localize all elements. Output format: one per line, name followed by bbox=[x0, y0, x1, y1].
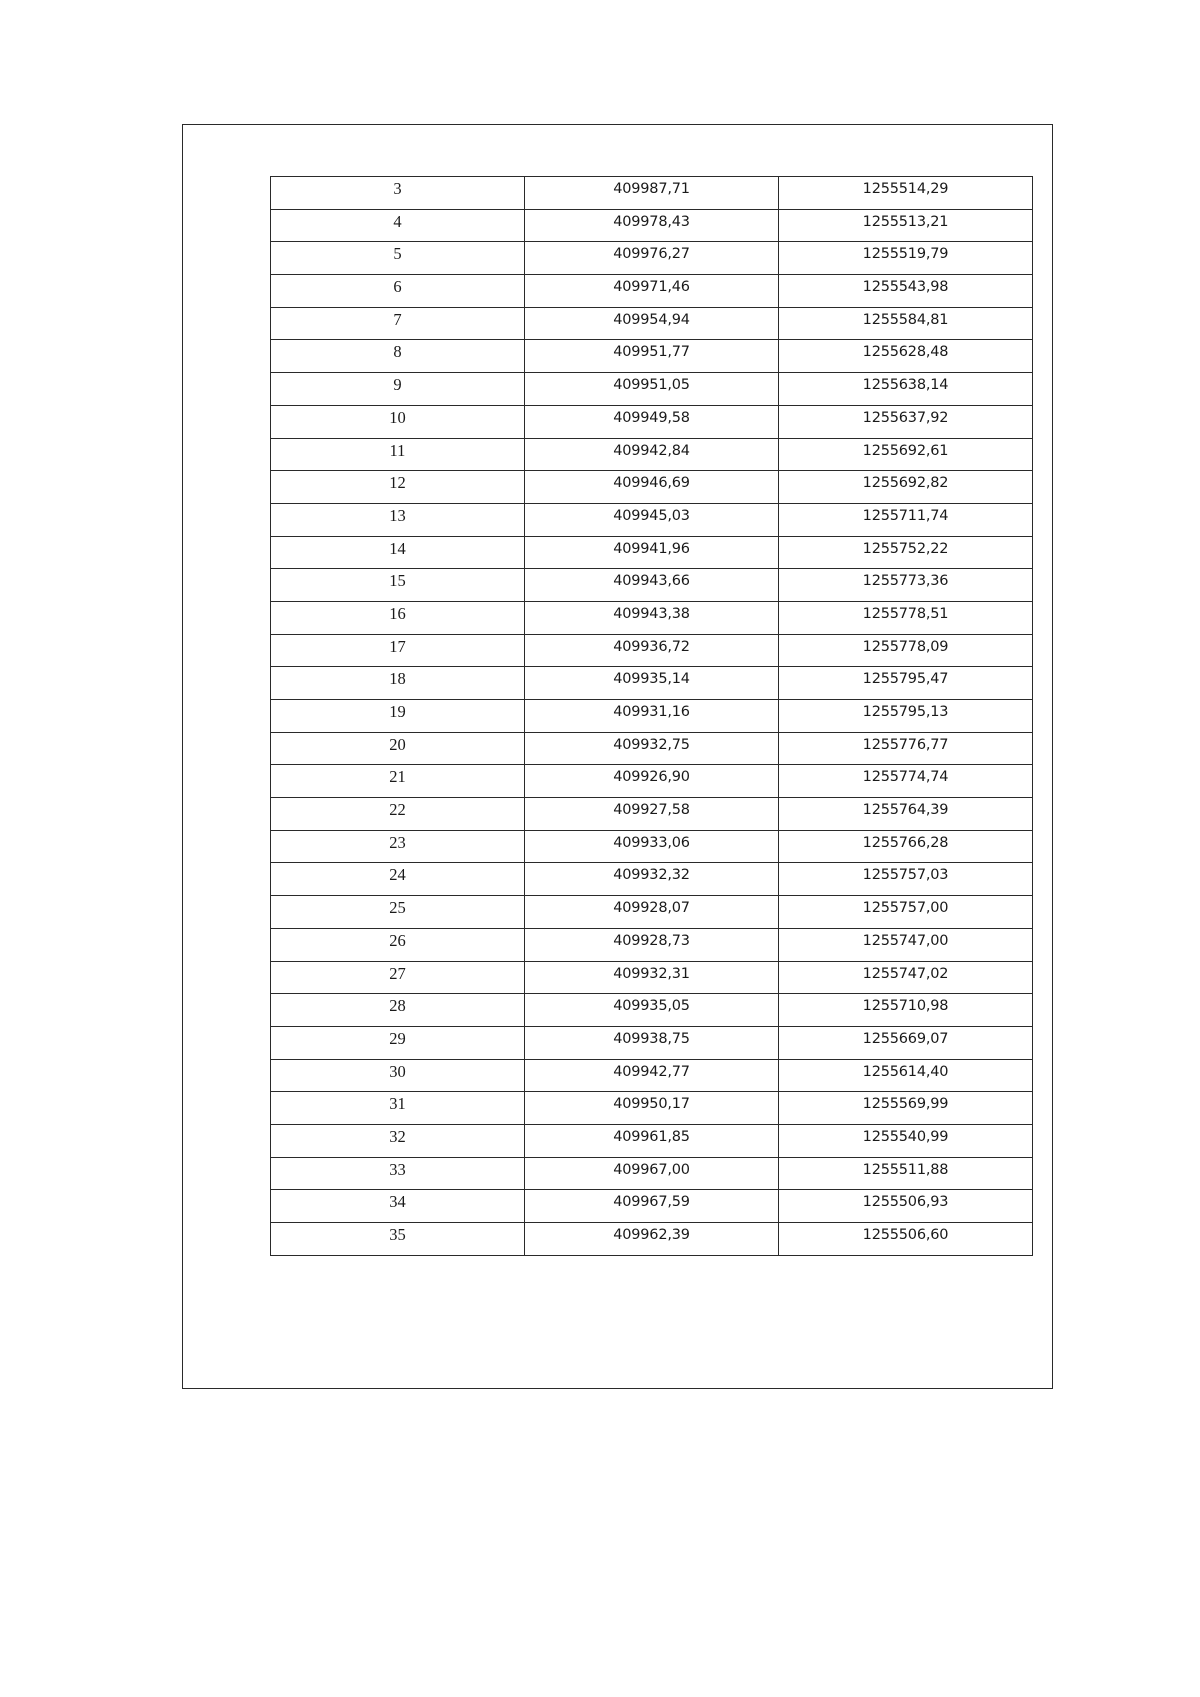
y-coordinate-cell: 1255637,92 bbox=[779, 405, 1033, 438]
table-row bbox=[271, 928, 1033, 961]
x-coordinate-cell: 409935,05 bbox=[525, 994, 779, 1027]
point-number-cell: 31 bbox=[271, 1092, 525, 1125]
y-coordinate-cell: 1255514,29 bbox=[779, 177, 1033, 210]
table-row bbox=[271, 798, 1033, 831]
y-coordinate-cell: 1255747,02 bbox=[779, 961, 1033, 994]
point-number-cell: 25 bbox=[271, 896, 525, 929]
x-coordinate-cell: 409928,07 bbox=[525, 896, 779, 929]
x-coordinate-cell: 409987,71 bbox=[525, 177, 779, 210]
x-coordinate-cell: 409978,43 bbox=[525, 209, 779, 242]
x-coordinate-cell: 409942,77 bbox=[525, 1059, 779, 1092]
point-number-cell: 23 bbox=[271, 830, 525, 863]
y-coordinate-cell: 1255543,98 bbox=[779, 275, 1033, 308]
x-coordinate-cell: 409967,59 bbox=[525, 1190, 779, 1223]
y-coordinate-cell: 1255638,14 bbox=[779, 373, 1033, 406]
y-coordinate-cell: 1255692,82 bbox=[779, 471, 1033, 504]
x-coordinate-cell: 409946,69 bbox=[525, 471, 779, 504]
point-number-cell: 29 bbox=[271, 1026, 525, 1059]
point-number-cell: 24 bbox=[271, 863, 525, 896]
x-coordinate-cell: 409943,38 bbox=[525, 601, 779, 634]
point-number-cell: 33 bbox=[271, 1157, 525, 1190]
y-coordinate-cell: 1255614,40 bbox=[779, 1059, 1033, 1092]
point-number-cell: 14 bbox=[271, 536, 525, 569]
y-coordinate-cell: 1255669,07 bbox=[779, 1026, 1033, 1059]
table-row bbox=[271, 1190, 1033, 1223]
table-row bbox=[271, 601, 1033, 634]
x-coordinate-cell: 409951,77 bbox=[525, 340, 779, 373]
point-number-cell: 21 bbox=[271, 765, 525, 798]
x-coordinate-cell: 409938,75 bbox=[525, 1026, 779, 1059]
table-row bbox=[271, 732, 1033, 765]
x-coordinate-cell: 409961,85 bbox=[525, 1124, 779, 1157]
coordinates-table-body bbox=[271, 177, 1033, 1256]
table-row bbox=[271, 994, 1033, 1027]
y-coordinate-cell: 1255764,39 bbox=[779, 798, 1033, 831]
point-number-cell: 30 bbox=[271, 1059, 525, 1092]
table-row bbox=[271, 700, 1033, 733]
y-coordinate-cell: 1255766,28 bbox=[779, 830, 1033, 863]
y-coordinate-cell: 1255773,36 bbox=[779, 569, 1033, 602]
table-row bbox=[271, 209, 1033, 242]
point-number-cell: 11 bbox=[271, 438, 525, 471]
x-coordinate-cell: 409932,75 bbox=[525, 732, 779, 765]
y-coordinate-cell: 1255692,61 bbox=[779, 438, 1033, 471]
table-row bbox=[271, 569, 1033, 602]
table-row bbox=[271, 471, 1033, 504]
y-coordinate-cell: 1255519,79 bbox=[779, 242, 1033, 275]
point-number-cell: 34 bbox=[271, 1190, 525, 1223]
table-row bbox=[271, 1092, 1033, 1125]
table-row bbox=[271, 1124, 1033, 1157]
x-coordinate-cell: 409932,32 bbox=[525, 863, 779, 896]
point-number-cell: 27 bbox=[271, 961, 525, 994]
table-row bbox=[271, 275, 1033, 308]
table-row bbox=[271, 438, 1033, 471]
x-coordinate-cell: 409954,94 bbox=[525, 307, 779, 340]
y-coordinate-cell: 1255710,98 bbox=[779, 994, 1033, 1027]
table-row bbox=[271, 1157, 1033, 1190]
point-number-cell: 15 bbox=[271, 569, 525, 602]
y-coordinate-cell: 1255778,09 bbox=[779, 634, 1033, 667]
x-coordinate-cell: 409971,46 bbox=[525, 275, 779, 308]
point-number-cell: 19 bbox=[271, 700, 525, 733]
table-row bbox=[271, 536, 1033, 569]
x-coordinate-cell: 409943,66 bbox=[525, 569, 779, 602]
table-row bbox=[271, 503, 1033, 536]
y-coordinate-cell: 1255711,74 bbox=[779, 503, 1033, 536]
x-coordinate-cell: 409962,39 bbox=[525, 1223, 779, 1256]
table-row bbox=[271, 242, 1033, 275]
y-coordinate-cell: 1255511,88 bbox=[779, 1157, 1033, 1190]
x-coordinate-cell: 409928,73 bbox=[525, 928, 779, 961]
coordinates-table bbox=[270, 176, 1033, 1256]
point-number-cell: 26 bbox=[271, 928, 525, 961]
table-row bbox=[271, 634, 1033, 667]
table-row bbox=[271, 307, 1033, 340]
point-number-cell: 18 bbox=[271, 667, 525, 700]
point-number-cell: 28 bbox=[271, 994, 525, 1027]
y-coordinate-cell: 1255776,77 bbox=[779, 732, 1033, 765]
x-coordinate-cell: 409942,84 bbox=[525, 438, 779, 471]
y-coordinate-cell: 1255778,51 bbox=[779, 601, 1033, 634]
point-number-cell: 35 bbox=[271, 1223, 525, 1256]
table-row bbox=[271, 405, 1033, 438]
table-row bbox=[271, 1223, 1033, 1256]
point-number-cell: 7 bbox=[271, 307, 525, 340]
y-coordinate-cell: 1255757,03 bbox=[779, 863, 1033, 896]
x-coordinate-cell: 409926,90 bbox=[525, 765, 779, 798]
table-row bbox=[271, 177, 1033, 210]
y-coordinate-cell: 1255752,22 bbox=[779, 536, 1033, 569]
x-coordinate-cell: 409936,72 bbox=[525, 634, 779, 667]
x-coordinate-cell: 409951,05 bbox=[525, 373, 779, 406]
point-number-cell: 5 bbox=[271, 242, 525, 275]
y-coordinate-cell: 1255506,60 bbox=[779, 1223, 1033, 1256]
point-number-cell: 3 bbox=[271, 177, 525, 210]
point-number-cell: 12 bbox=[271, 471, 525, 504]
y-coordinate-cell: 1255506,93 bbox=[779, 1190, 1033, 1223]
x-coordinate-cell: 409976,27 bbox=[525, 242, 779, 275]
point-number-cell: 22 bbox=[271, 798, 525, 831]
y-coordinate-cell: 1255628,48 bbox=[779, 340, 1033, 373]
y-coordinate-cell: 1255513,21 bbox=[779, 209, 1033, 242]
table-row bbox=[271, 340, 1033, 373]
x-coordinate-cell: 409931,16 bbox=[525, 700, 779, 733]
point-number-cell: 17 bbox=[271, 634, 525, 667]
x-coordinate-cell: 409935,14 bbox=[525, 667, 779, 700]
table-row bbox=[271, 765, 1033, 798]
table-row bbox=[271, 961, 1033, 994]
point-number-cell: 8 bbox=[271, 340, 525, 373]
point-number-cell: 10 bbox=[271, 405, 525, 438]
x-coordinate-cell: 409967,00 bbox=[525, 1157, 779, 1190]
point-number-cell: 9 bbox=[271, 373, 525, 406]
y-coordinate-cell: 1255757,00 bbox=[779, 896, 1033, 929]
x-coordinate-cell: 409933,06 bbox=[525, 830, 779, 863]
table-row bbox=[271, 896, 1033, 929]
y-coordinate-cell: 1255747,00 bbox=[779, 928, 1033, 961]
point-number-cell: 6 bbox=[271, 275, 525, 308]
y-coordinate-cell: 1255584,81 bbox=[779, 307, 1033, 340]
point-number-cell: 32 bbox=[271, 1124, 525, 1157]
y-coordinate-cell: 1255795,47 bbox=[779, 667, 1033, 700]
point-number-cell: 20 bbox=[271, 732, 525, 765]
y-coordinate-cell: 1255774,74 bbox=[779, 765, 1033, 798]
table-row bbox=[271, 830, 1033, 863]
point-number-cell: 13 bbox=[271, 503, 525, 536]
table-row bbox=[271, 1059, 1033, 1092]
x-coordinate-cell: 409950,17 bbox=[525, 1092, 779, 1125]
x-coordinate-cell: 409932,31 bbox=[525, 961, 779, 994]
point-number-cell: 16 bbox=[271, 601, 525, 634]
point-number-cell: 4 bbox=[271, 209, 525, 242]
y-coordinate-cell: 1255540,99 bbox=[779, 1124, 1033, 1157]
table-row bbox=[271, 1026, 1033, 1059]
table-row bbox=[271, 863, 1033, 896]
table-row bbox=[271, 667, 1033, 700]
x-coordinate-cell: 409941,96 bbox=[525, 536, 779, 569]
x-coordinate-cell: 409927,58 bbox=[525, 798, 779, 831]
x-coordinate-cell: 409949,58 bbox=[525, 405, 779, 438]
y-coordinate-cell: 1255795,13 bbox=[779, 700, 1033, 733]
x-coordinate-cell: 409945,03 bbox=[525, 503, 779, 536]
table-row bbox=[271, 373, 1033, 406]
y-coordinate-cell: 1255569,99 bbox=[779, 1092, 1033, 1125]
